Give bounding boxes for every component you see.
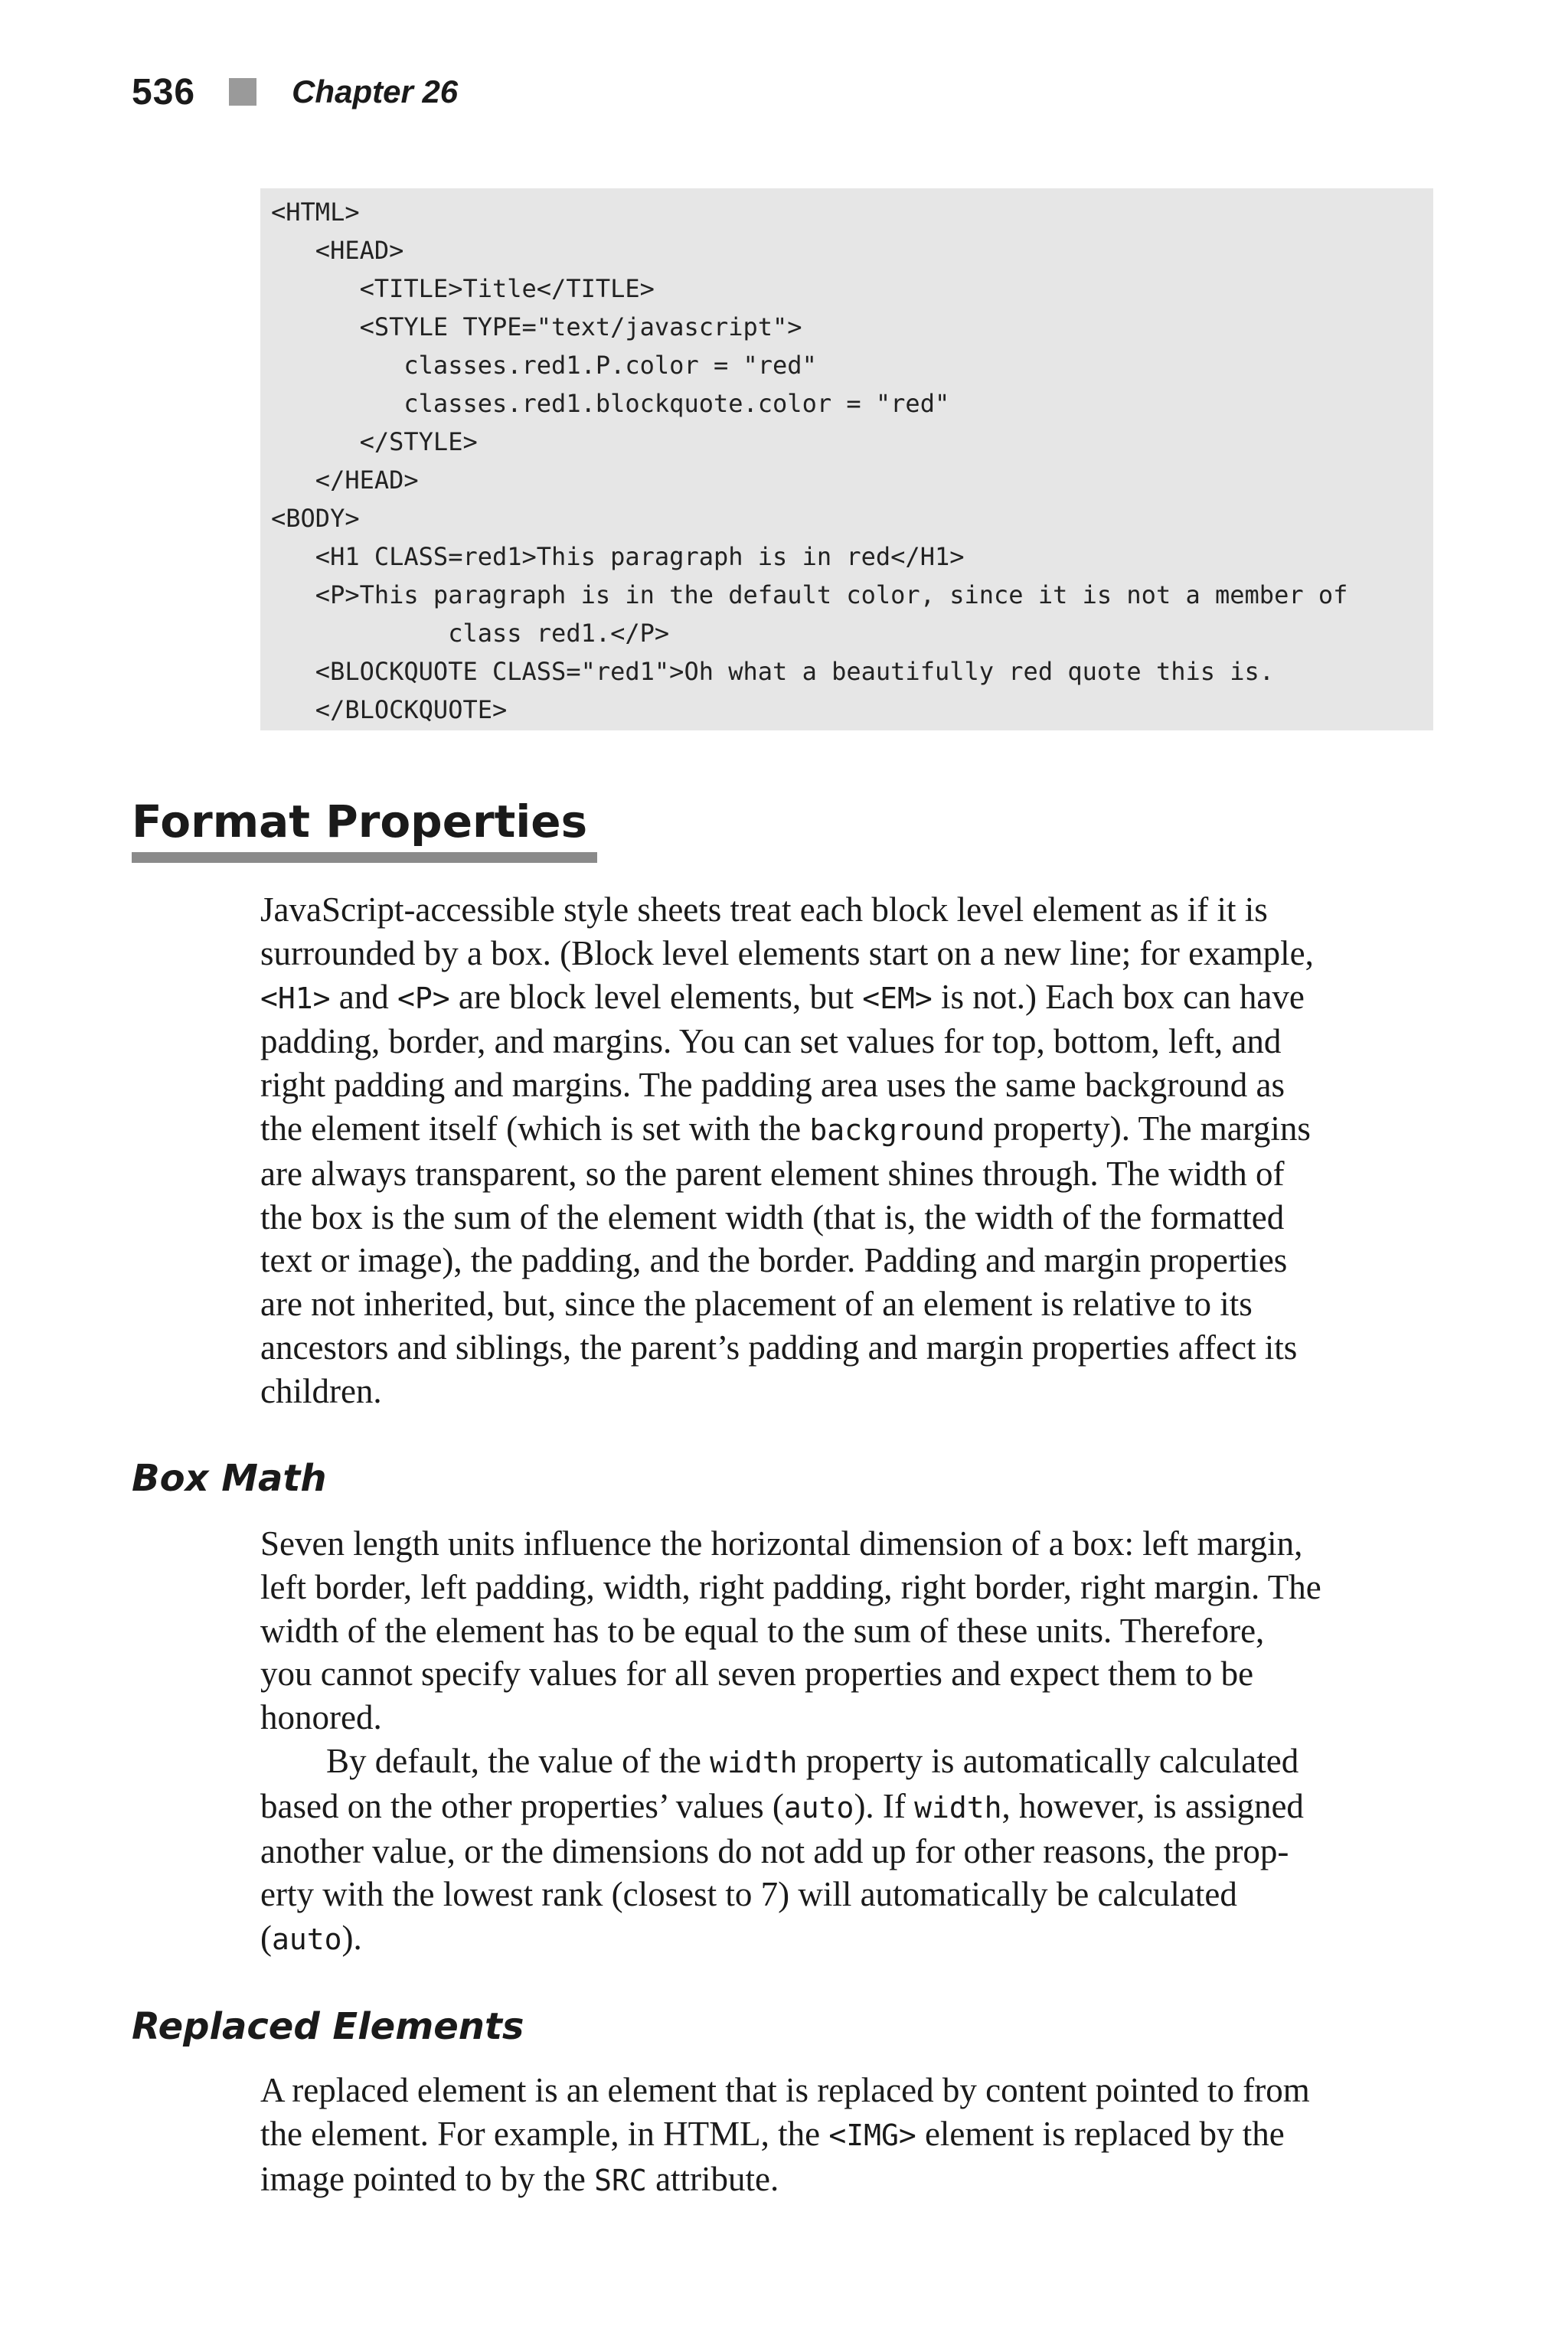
code-line: classes.red1.P.color = "red" [271,351,817,380]
inline-code: SRC [594,2163,647,2197]
text-run: property is automatically calculated [797,1742,1299,1780]
text-line: you cannot specify values for all seven properties and expect them to be [260,1655,1254,1694]
text-run: ). If [854,1786,915,1825]
section-heading-format-properties: Format Properties [132,795,588,848]
text-run: image pointed to by the [260,2159,595,2198]
text-run: , however, is assigned [1001,1786,1304,1825]
text-line: are not inherited, but, since the placement of an element is relative to its [260,1285,1253,1324]
inline-code: <EM> [862,981,933,1015]
text-line [260,1916,1439,1962]
box-math-paragraph-2 [260,1740,1439,1962]
text-run: based on the other properties’ values ( [260,1786,784,1825]
code-line: <P>This paragraph is in the default color, since it is not a member of [271,580,1348,609]
code-line: <BODY> [271,504,360,533]
text-line: surrounded by a box. (Block level elements start on a new line; for example, [260,933,1314,972]
text-line: Seven length units influence the horizontal dimension of a box: left margin, [260,1524,1303,1563]
text-run: the element itself (which is set with the [260,1109,810,1148]
inline-code: auto [783,1790,854,1824]
code-line: <STYLE TYPE="text/javascript"> [271,312,802,341]
text-run: and [330,977,397,1016]
text-line: right padding and margins. The padding area uses the same background as [260,1066,1285,1105]
text-run: ). [341,1919,362,1958]
subsection-heading-box-math: Box Math [132,1457,327,1500]
text-line: another value, or the dimensions do not add up for other reasons, the prop- [260,1831,1289,1870]
inline-code: width [710,1746,798,1779]
text-line: ancestors and siblings, the parent’s padding and margin properties affect its [260,1328,1298,1367]
inline-code: width [914,1790,1002,1824]
text-line: text or image), the padding, and the border. Padding and margin properties [260,1241,1288,1280]
text-run: is not.) Each box can have [932,977,1305,1016]
replaced-elements-paragraph [260,2069,1439,2202]
code-line: classes.red1.blockquote.color = "red" [271,389,950,418]
text-line: left border, left padding, width, right padding, right border, right margin. The [260,1567,1321,1606]
code-line: <HEAD> [271,236,404,265]
text-line [260,1785,1439,1830]
running-header [132,67,458,116]
subsection-heading-replaced-elements: Replaced Elements [132,2005,524,2048]
header-square-ornament [229,78,256,106]
text-run: are block level elements, but [449,977,863,1016]
code-line: </BLOCKQUOTE> [271,695,508,724]
box-math-paragraph-1 [260,1522,1439,1740]
code-line: </HEAD> [271,466,419,495]
text-line [260,975,1439,1021]
text-line: erty with the lowest rank (closest to 7) will automatically be calculated [260,1875,1237,1914]
text-line [260,2158,1439,2203]
text-run: ( [260,1919,272,1958]
code-line: </STYLE> [271,427,478,456]
text-line: the box is the sum of the element width (that is, the width of the formatted [260,1197,1285,1236]
text-line: honored. [260,1698,382,1737]
text-line: children. [260,1371,382,1410]
text-run: attribute. [646,2159,779,2198]
text-line [260,1107,1439,1152]
text-line [260,1740,1439,1785]
chapter-label: Chapter 26 [292,74,459,109]
text-line: JavaScript-accessible style sheets treat each block level element as if it is [260,890,1268,929]
text-line: A replaced element is an element that is replaced by content pointed to from [260,2071,1310,2109]
code-listing [260,188,1433,730]
text-run: property). The margins [985,1109,1311,1148]
text-line: width of the element has to be equal to the sum of these units. Therefore, [260,1611,1265,1650]
code-line: <HTML> [271,198,360,227]
text-line: are always transparent, so the parent element shines through. The width of [260,1154,1285,1193]
text-run: the element. For example, in HTML, the [260,2114,829,2153]
code-line: <TITLE>Title</TITLE> [271,274,655,303]
inline-code: auto [272,1922,342,1957]
text-line [260,2112,1439,2158]
inline-code: <H1> [260,981,331,1015]
text-run: By default, the value of the [326,1742,710,1780]
text-run: element is replaced by the [916,2114,1285,2153]
code-line: <BLOCKQUOTE CLASS="red1">Oh what a beautifully red quote this is. [271,657,1275,686]
page-number: 536 [132,71,196,113]
text-line: padding, border, and margins. You can set values for top, bottom, left, and [260,1022,1282,1061]
inline-code: <IMG> [828,2118,916,2152]
code-line: <H1 CLASS=red1>This paragraph is in red</H1> [271,542,965,571]
format-properties-paragraph [260,888,1439,1413]
inline-code: <P> [397,981,450,1015]
inline-code: background [809,1112,985,1147]
code-line: class red1.</P> [271,619,670,648]
heading-underline-rule [132,852,597,863]
